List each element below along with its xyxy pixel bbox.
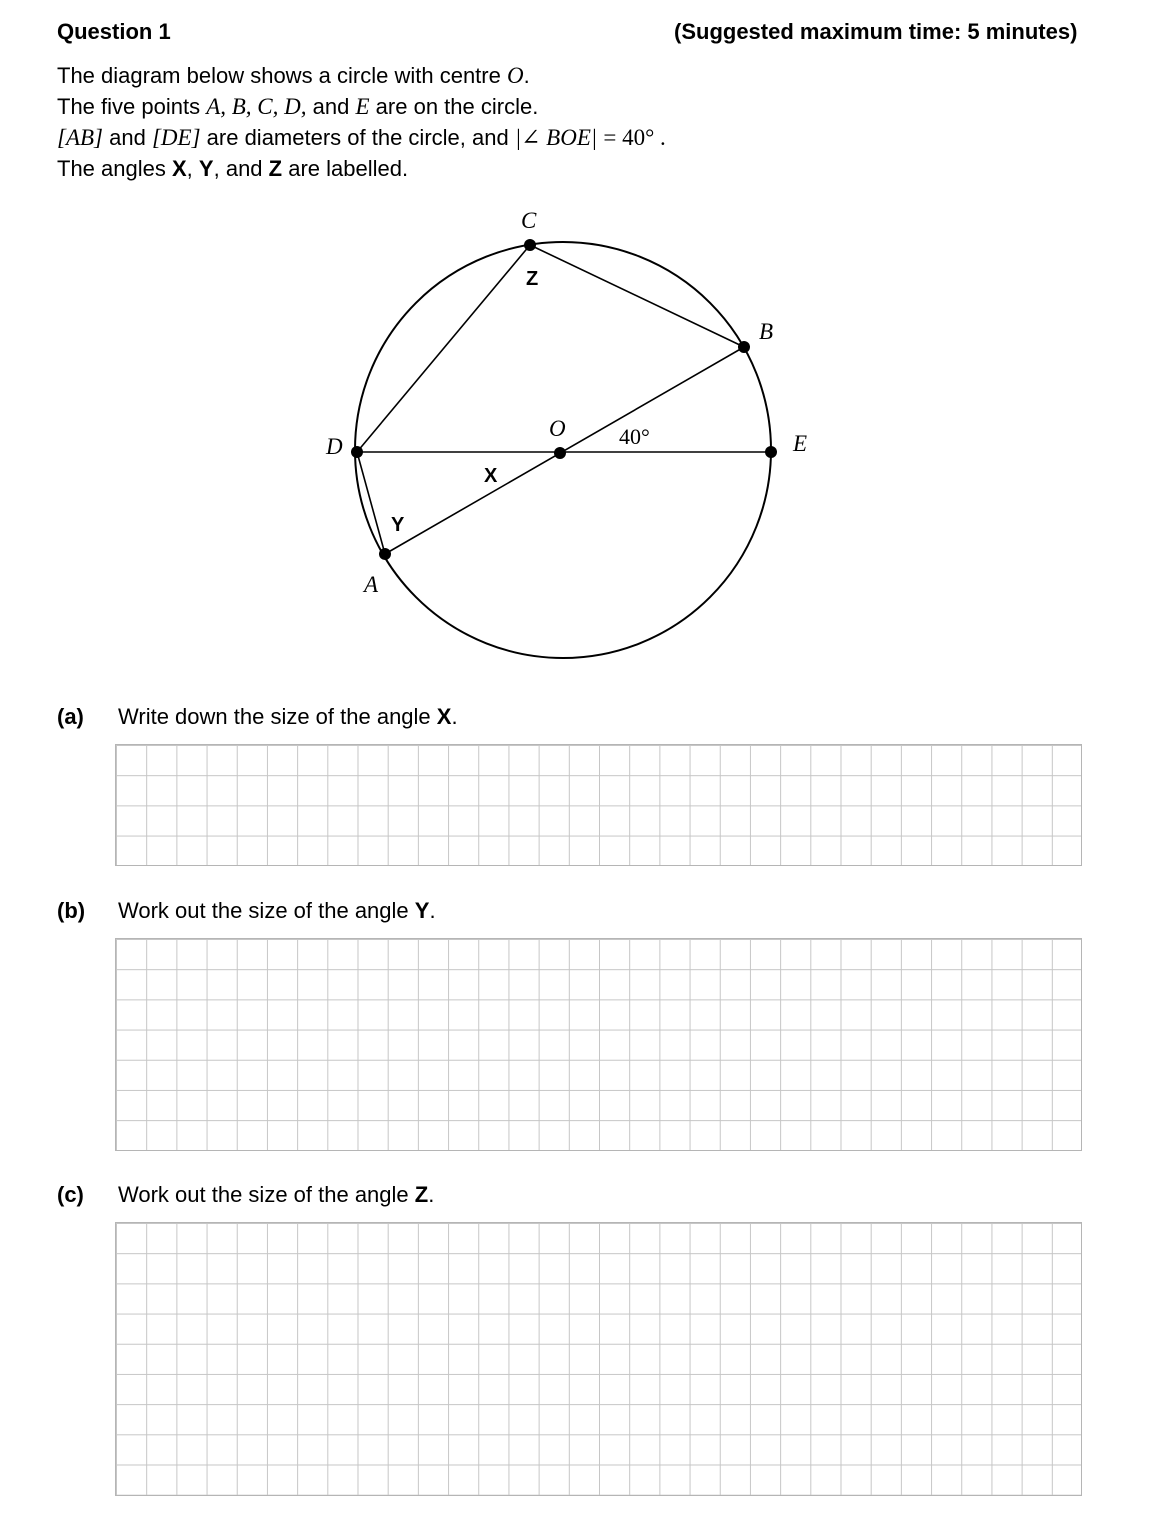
intro-line-1: The diagram below shows a circle with centre O.	[57, 63, 530, 88]
chord-dc	[357, 245, 530, 452]
label-d: D	[326, 434, 343, 459]
circle-diagram	[0, 0, 1174, 700]
point-d	[351, 446, 363, 458]
point-b	[738, 341, 750, 353]
answer-grid-c[interactable]	[115, 1222, 1082, 1496]
part-a-label: (a)	[57, 704, 84, 729]
answer-grid-b[interactable]	[115, 938, 1082, 1151]
label-c: C	[521, 208, 537, 233]
angle-boe-value: 40°	[619, 424, 650, 449]
part-c-label: (c)	[57, 1182, 84, 1207]
angle-label-z: Z	[526, 268, 539, 290]
answer-grid-a[interactable]	[115, 744, 1082, 866]
point-o	[554, 447, 566, 459]
intro-line-3: [AB] and [DE] are diameters of the circle, and |∠ BOE| = 40° .	[57, 125, 666, 150]
point-c	[524, 239, 536, 251]
part-b-question: Work out the size of the angle Y.	[118, 898, 436, 923]
angle-label-y: Y	[391, 514, 405, 536]
point-a	[379, 548, 391, 560]
chord-cb	[530, 245, 744, 347]
intro-line-2: The five points A, B, C, D, and E are on the circle.	[57, 94, 539, 119]
question-title: Question 1	[57, 19, 171, 44]
part-c-question: Work out the size of the angle Z.	[118, 1182, 435, 1207]
point-e	[765, 446, 777, 458]
label-b: B	[759, 319, 774, 344]
angle-label-x: X	[484, 465, 498, 487]
part-b-label: (b)	[57, 898, 86, 923]
intro-line-4: The angles X, Y, and Z are labelled.	[57, 156, 409, 181]
label-a: A	[364, 572, 379, 597]
label-o: O	[549, 416, 566, 441]
time-note: (Suggested maximum time: 5 minutes)	[674, 19, 1078, 44]
label-e: E	[793, 431, 808, 456]
part-a-question: Write down the size of the angle X.	[118, 704, 458, 729]
